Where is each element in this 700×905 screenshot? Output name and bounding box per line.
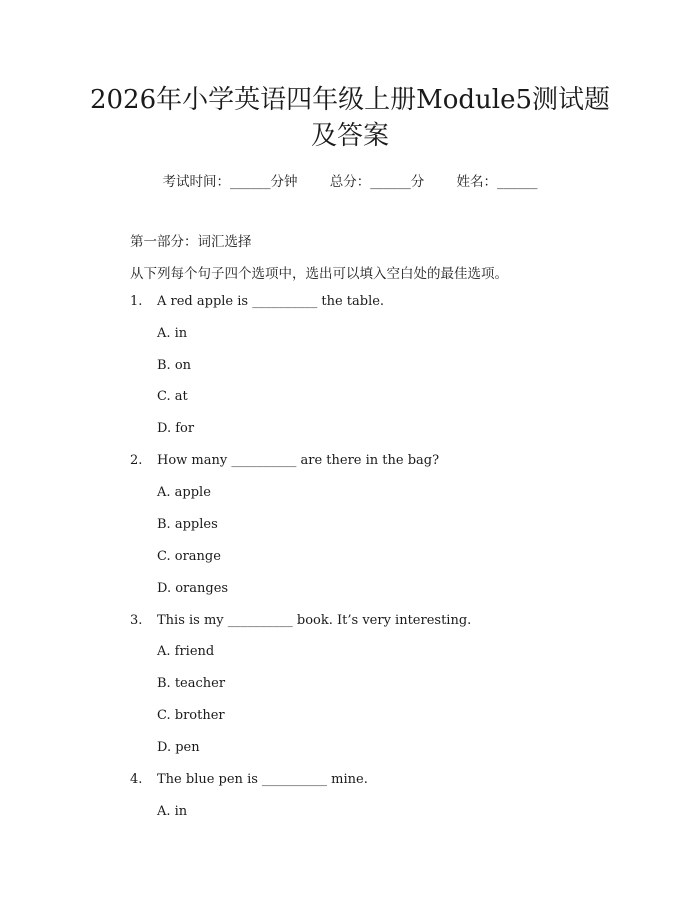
- exam-time-field: 考试时间：______分钟: [162, 174, 298, 190]
- question-1: [130, 294, 384, 309]
- section-title: 第一部分：词汇选择: [130, 234, 252, 250]
- question-number: 3.: [130, 613, 143, 628]
- question-text: The blue pen is __________ mine.: [157, 772, 368, 787]
- exam-meta: [0, 170, 700, 190]
- question-text: How many __________ are there in the bag?: [157, 453, 440, 468]
- question-2-option-b: B. apples: [157, 517, 218, 532]
- question-1-option-d: D. for: [157, 421, 195, 436]
- question-2-option-d: D. oranges: [157, 581, 229, 596]
- question-4: [130, 772, 368, 787]
- question-number: 4.: [130, 772, 143, 787]
- document-title: [60, 82, 640, 154]
- title-line-2: 及答案: [310, 121, 389, 151]
- question-2: [130, 453, 439, 468]
- question-3-option-d: D. pen: [157, 740, 200, 755]
- question-4-option-a: A. in: [157, 804, 188, 819]
- question-text: This is my __________ book. It’s very interesting.: [157, 613, 472, 628]
- total-score-field: 总分：______分: [329, 174, 425, 190]
- student-name-field: 姓名：______: [456, 174, 538, 190]
- question-3-option-c: C. brother: [157, 708, 225, 723]
- question-1-option-c: C. at: [157, 389, 188, 404]
- title-line-1: 2026年小学英语四年级上册Module5测试题: [89, 85, 611, 115]
- question-3-option-a: A. friend: [157, 644, 215, 659]
- question-3: [130, 613, 471, 628]
- question-1-option-b: B. on: [157, 358, 192, 373]
- question-text: A red apple is __________ the table.: [157, 294, 385, 309]
- question-1-option-a: A. in: [157, 326, 188, 341]
- question-2-option-c: C. orange: [157, 549, 221, 564]
- question-number: 1.: [130, 294, 143, 309]
- question-number: 2.: [130, 453, 143, 468]
- question-3-option-b: B. teacher: [157, 676, 226, 691]
- question-2-option-a: A. apple: [157, 485, 211, 500]
- section-instructions: 从下列每个句子四个选项中，选出可以填入空白处的最佳选项。: [130, 266, 508, 282]
